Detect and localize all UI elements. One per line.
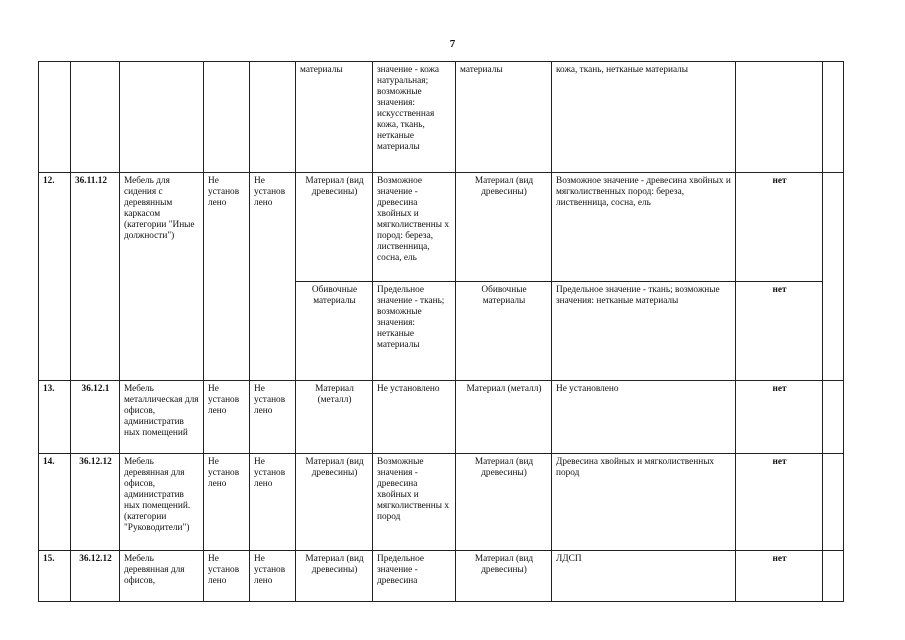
cell-col5: Не установ лено xyxy=(250,381,296,454)
cell-name: Мебель металлическая для офисов, административ ных помещений xyxy=(120,381,204,454)
cell-value: Возможные значения - древесина хвойных и мягколиственны х пород xyxy=(373,454,456,551)
cell-col4: Не установ лено xyxy=(204,551,250,602)
requirements-table xyxy=(38,61,844,602)
cell-last xyxy=(823,551,844,602)
cell-col5: Не установ лено xyxy=(250,454,296,551)
cell-char: Материал (вид древесины) xyxy=(296,551,373,602)
cell-num xyxy=(39,62,71,173)
cell-name xyxy=(120,62,204,173)
table-row xyxy=(39,381,844,454)
cell-value: Не установлено xyxy=(373,381,456,454)
cell-col4: Не установ лено xyxy=(204,454,250,551)
cell-req-char: Обивочные материалы xyxy=(456,282,552,381)
cell-req-value: Возможное значение - древесина хвойных и мягколиственных пород: береза, лиственница, сосна, ель xyxy=(552,173,736,282)
cell-num: 12. xyxy=(39,173,71,381)
page-number: 7 xyxy=(449,38,456,50)
cell-flag: нет xyxy=(736,454,823,551)
cell-char: Материал (вид древесины) xyxy=(296,454,373,551)
cell-req-char: Материал (металл) xyxy=(456,381,552,454)
table-row xyxy=(39,551,844,602)
cell-code: 36.12.12 xyxy=(71,454,120,551)
table-row xyxy=(39,173,844,282)
cell-code: 36.11.12 xyxy=(71,173,120,381)
cell-req-char: Материал (вид древесины) xyxy=(456,454,552,551)
cell-name: Мебель для сидения с деревянным каркасом (категории "Иные должности") xyxy=(120,173,204,381)
cell-req-char: материалы xyxy=(456,62,552,173)
cell-col5: Не установ лено xyxy=(250,173,296,381)
cell-char: Обивочные материалы xyxy=(296,282,373,381)
cell-req-value: кожа, ткань, нетканые материалы xyxy=(552,62,736,173)
cell-last xyxy=(823,62,844,173)
cell-col5 xyxy=(250,62,296,173)
cell-req-value: Предельное значение - ткань; возможные значения: нетканые материалы xyxy=(552,282,736,381)
cell-num: 14. xyxy=(39,454,71,551)
cell-req-value: Не установлено xyxy=(552,381,736,454)
cell-col5: Не установ лено xyxy=(250,551,296,602)
cell-flag: нет xyxy=(736,173,823,282)
cell-last xyxy=(823,381,844,454)
cell-value: значение - кожа натуральная; возможные значения: искусственная кожа, ткань, нетканые материалы xyxy=(373,62,456,173)
cell-flag: нет xyxy=(736,551,823,602)
cell-char: Материал (вид древесины) xyxy=(296,173,373,282)
cell-name: Мебель деревянная для офисов, административ ных помещений. (категории "Руководители") xyxy=(120,454,204,551)
cell-req-value: ЛДСП xyxy=(552,551,736,602)
cell-last xyxy=(823,173,844,381)
cell-code xyxy=(71,62,120,173)
table-row xyxy=(39,454,844,551)
cell-flag: нет xyxy=(736,282,823,381)
cell-req-char: Материал (вид древесины) xyxy=(456,551,552,602)
cell-num: 15. xyxy=(39,551,71,602)
cell-code: 36.12.1 xyxy=(71,381,120,454)
cell-char: материалы xyxy=(296,62,373,173)
cell-req-value: Древесина хвойных и мягколиственных пород xyxy=(552,454,736,551)
cell-req-char: Материал (вид древесины) xyxy=(456,173,552,282)
cell-num: 13. xyxy=(39,381,71,454)
cell-value: Предельное значение - древесина xyxy=(373,551,456,602)
cell-name: Мебель деревянная для офисов, xyxy=(120,551,204,602)
cell-col4: Не установ лено xyxy=(204,381,250,454)
cell-last xyxy=(823,454,844,551)
cell-value: Возможное значение - древесина хвойных и мягколиственны х пород: береза, лиственница, сосна, ель xyxy=(373,173,456,282)
cell-flag xyxy=(736,62,823,173)
cell-value: Предельное значение - ткань; возможные значения: нетканые материалы xyxy=(373,282,456,381)
cell-col4 xyxy=(204,62,250,173)
cell-char: Материал (металл) xyxy=(296,381,373,454)
cell-col4: Не установ лено xyxy=(204,173,250,381)
table-row xyxy=(39,62,844,173)
cell-flag: нет xyxy=(736,381,823,454)
cell-code: 36.12.12 xyxy=(71,551,120,602)
